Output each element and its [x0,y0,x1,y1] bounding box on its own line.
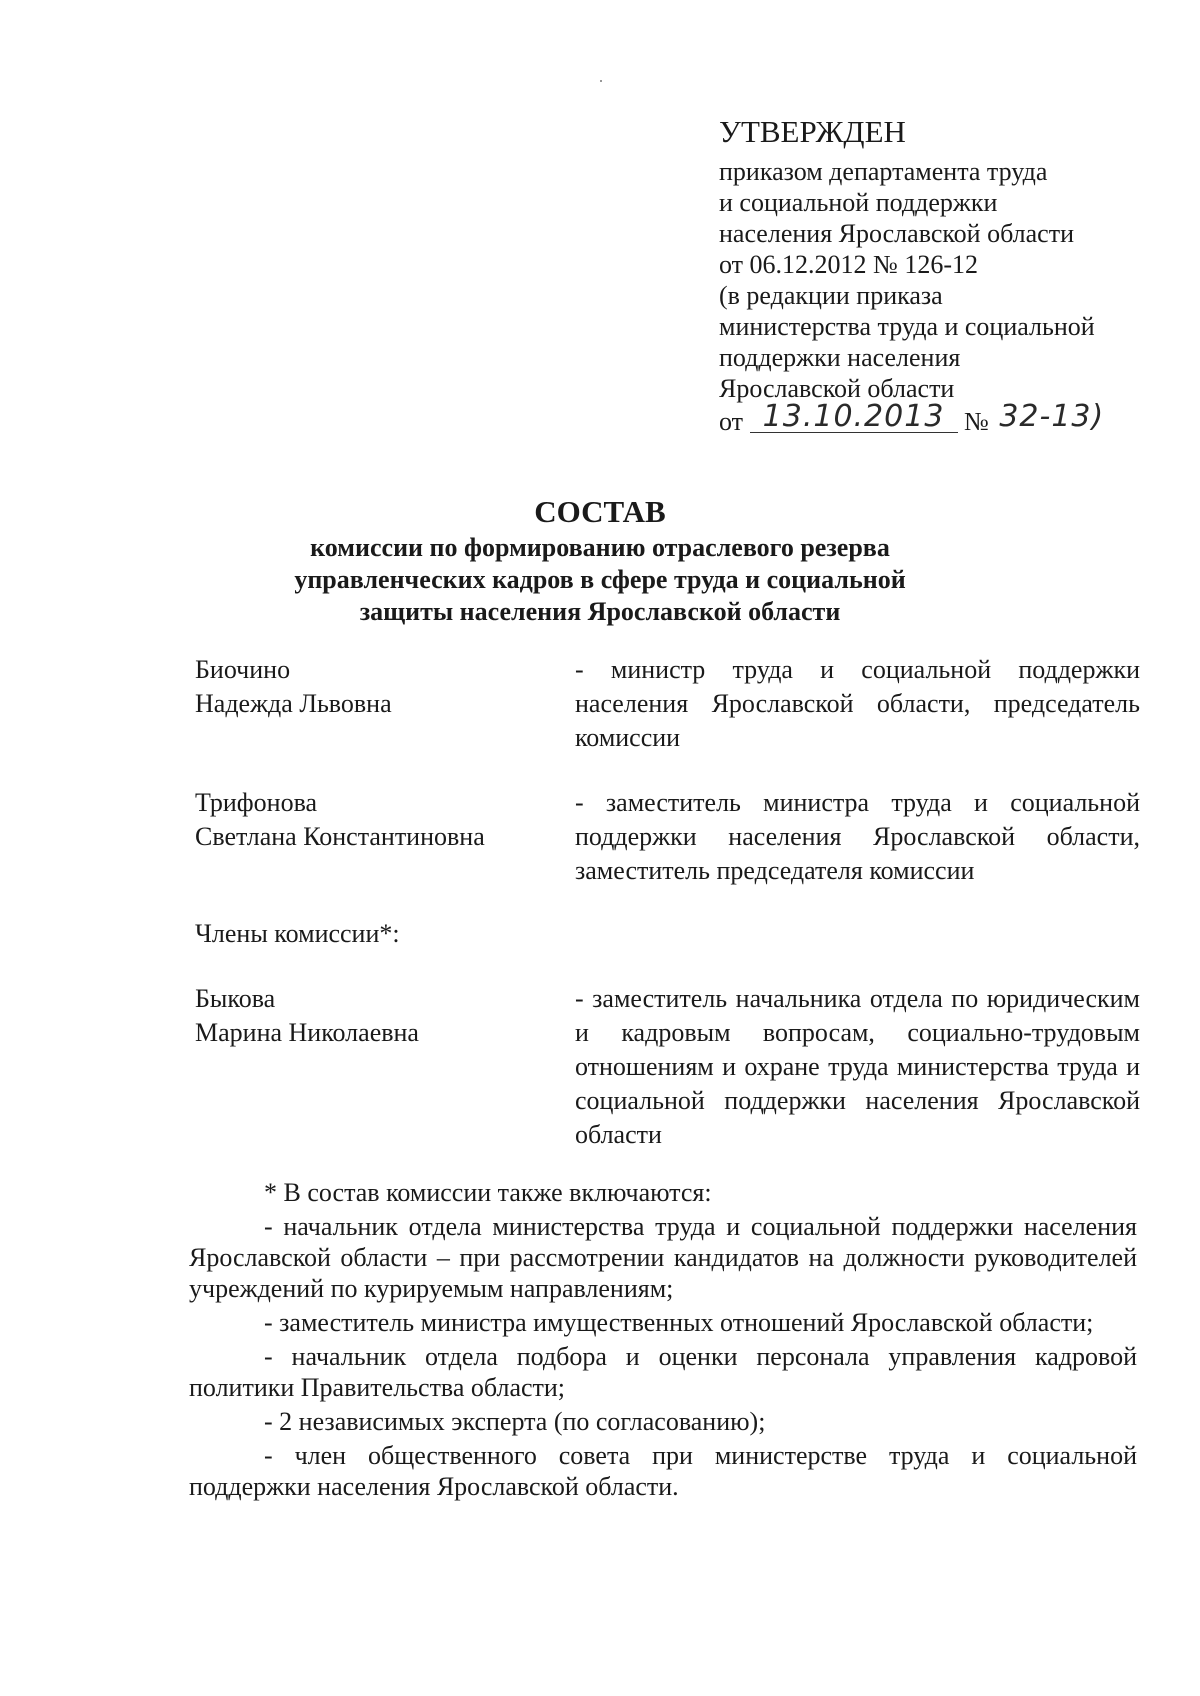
approval-line: (в редакции приказа [719,281,943,310]
approval-signature-line [719,399,1159,437]
member-role: - заместитель министра труда и социальной поддержки населения Ярославской области, заместитель председателя комиссии [575,788,1140,885]
member-surname: Биочино [195,655,291,684]
number-label: № [964,407,989,436]
approval-line: населения Ярославской области [719,219,1074,248]
member-role: - заместитель начальника отдела по юридическим и кадровым вопросам, социально-трудовым отношениям и охране труда министерства труда и социальной поддержки населения Ярославской области [575,984,1140,1149]
approval-line: от 06.12.2012 № 126-12 [719,250,978,279]
footnote-block [189,1177,1137,1502]
approval-line: поддержки населения [719,343,961,372]
approval-line: министерства труда и социальной [719,312,1095,341]
approval-heading: УТВЕРЖДЕН [719,114,906,149]
title-subtitle-line: комиссии по формированию отраслевого резерва [310,533,890,562]
title-subtitle-line: управленческих кадров в сфере труда и социальной [294,565,906,594]
approval-line: приказом департамента труда [719,157,1048,186]
title-subtitle-line: защиты населения Ярославской области [359,597,841,626]
footnote-item: - член общественного совета при министерстве труда и социальной поддержки населения Ярославской области. [189,1441,1137,1501]
member-name [195,982,555,1050]
members-label: Члены комиссии*: [195,919,400,948]
member-given-names: Светлана Константиновна [195,822,485,851]
scan-speck [600,80,602,82]
member-surname: Быкова [195,984,276,1013]
document-title [0,492,1200,628]
member-given-names: Надежда Львовна [195,689,392,718]
approval-line: Ярославской области [719,374,955,403]
member-role: - министр труда и социальной поддержки населения Ярославской области, председатель комиссии [575,655,1140,752]
member-name [195,786,555,854]
member-name [195,653,555,721]
member-surname: Трифонова [195,788,318,817]
footnote-item: - 2 независимых эксперта (по согласованию); [264,1407,766,1436]
approval-block [719,112,1159,437]
handwritten-number: 32-13) [999,399,1105,434]
title-main: СОСТАВ [534,494,666,529]
footnote-item: - заместитель министра имущественных отношений Ярославской области; [264,1308,1094,1337]
footnote-intro: * В состав комиссии также включаются: [264,1178,712,1207]
footnote-item: - начальник отдела подбора и оценки персонала управления кадровой политики Правительства области; [189,1342,1137,1402]
footnote-item: - начальник отдела министерства труда и социальной поддержки населения Ярославской области – при рассмотрении кандидатов на должности руководителей учреждений по курируемым направлениям; [189,1212,1137,1303]
from-label: от [719,407,744,436]
handwritten-date: 13.10.2013 [750,402,958,433]
member-given-names: Марина Николаевна [195,1018,419,1047]
approval-line: и социальной поддержки [719,188,998,217]
